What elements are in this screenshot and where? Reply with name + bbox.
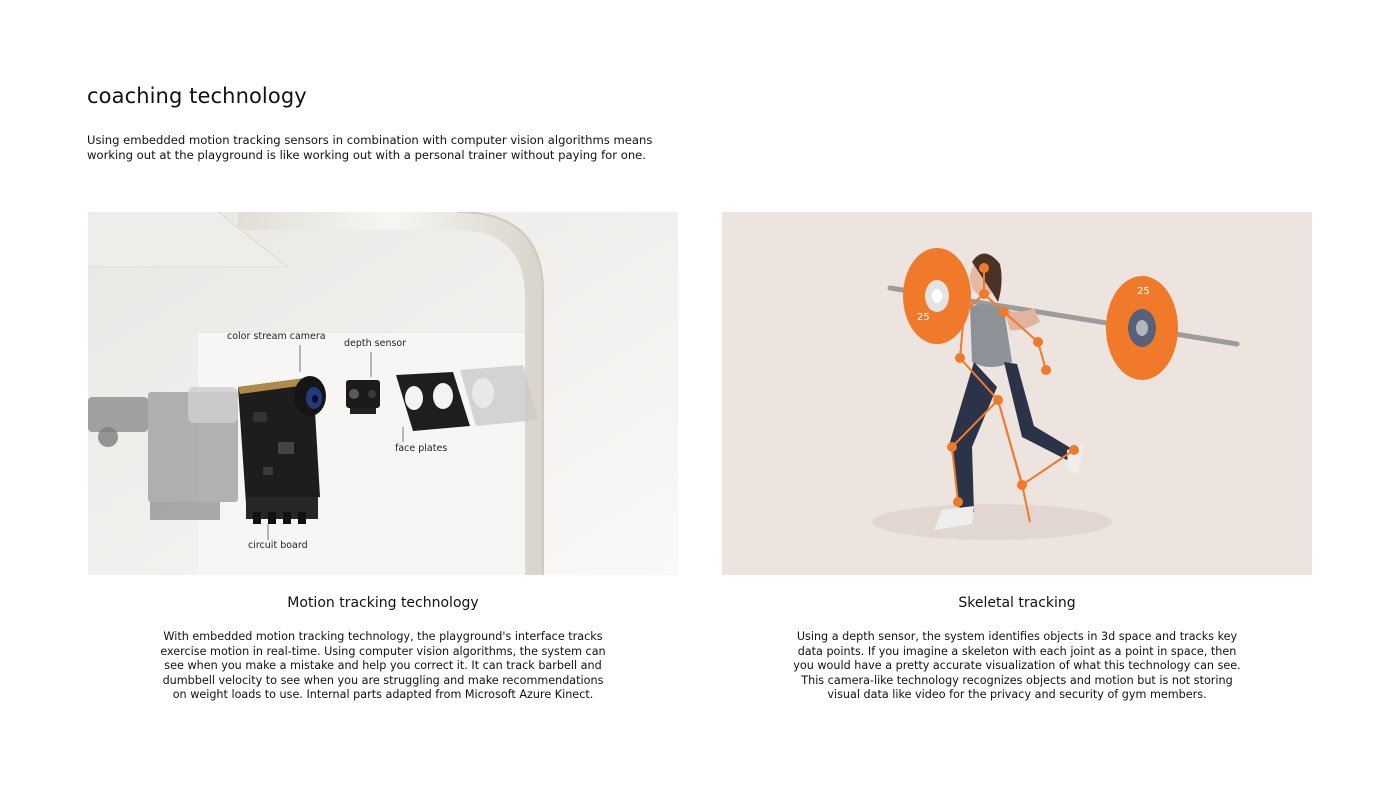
lunge-figure-art <box>722 212 1312 575</box>
skeletal-tracking-illustration <box>722 212 1312 575</box>
label-color-stream-camera: color stream camera <box>227 331 326 342</box>
skeletal-tracking-title: Skeletal tracking <box>958 595 1076 611</box>
sensor-exploded-illustration <box>88 212 678 575</box>
page-title: coaching technology <box>87 84 307 108</box>
left-plate-number: 25 <box>917 312 930 323</box>
label-depth-sensor: depth sensor <box>344 338 407 349</box>
label-face-plates: face plates <box>395 443 448 454</box>
label-circuit-board: circuit board <box>248 540 308 551</box>
right-plate-number: 25 <box>1137 286 1150 297</box>
motion-tracking-title: Motion tracking technology <box>287 595 479 611</box>
skeletal-tracking-description: Using a depth sensor, the system identifies objects in 3d space and tracks key data points. If you imagine a skeleton with each joint as a point in space, then you would have a pretty accurate visualization of what this technology can see. This camera-like technology recognizes objects and motion but is not storing visual data like video for the privacy and security of gym members. <box>793 630 1241 702</box>
intro-paragraph: Using embedded motion tracking sensors in combination with computer vision algorithms means working out at the playground is like working out with a personal trainer without paying for one. <box>87 133 653 162</box>
sensor-illustration-art <box>88 212 678 575</box>
motion-tracking-description: With embedded motion tracking technology, the playground's interface tracks exercise motion in real-time. Using computer vision algorithms, the system can see when you make a mistake and help you correct it. It can track barbell and dumbbell velocity to see when you are struggling and make recommendations on weight loads to use. Internal parts adapted from Microsoft Azure Kinect. <box>160 630 606 702</box>
